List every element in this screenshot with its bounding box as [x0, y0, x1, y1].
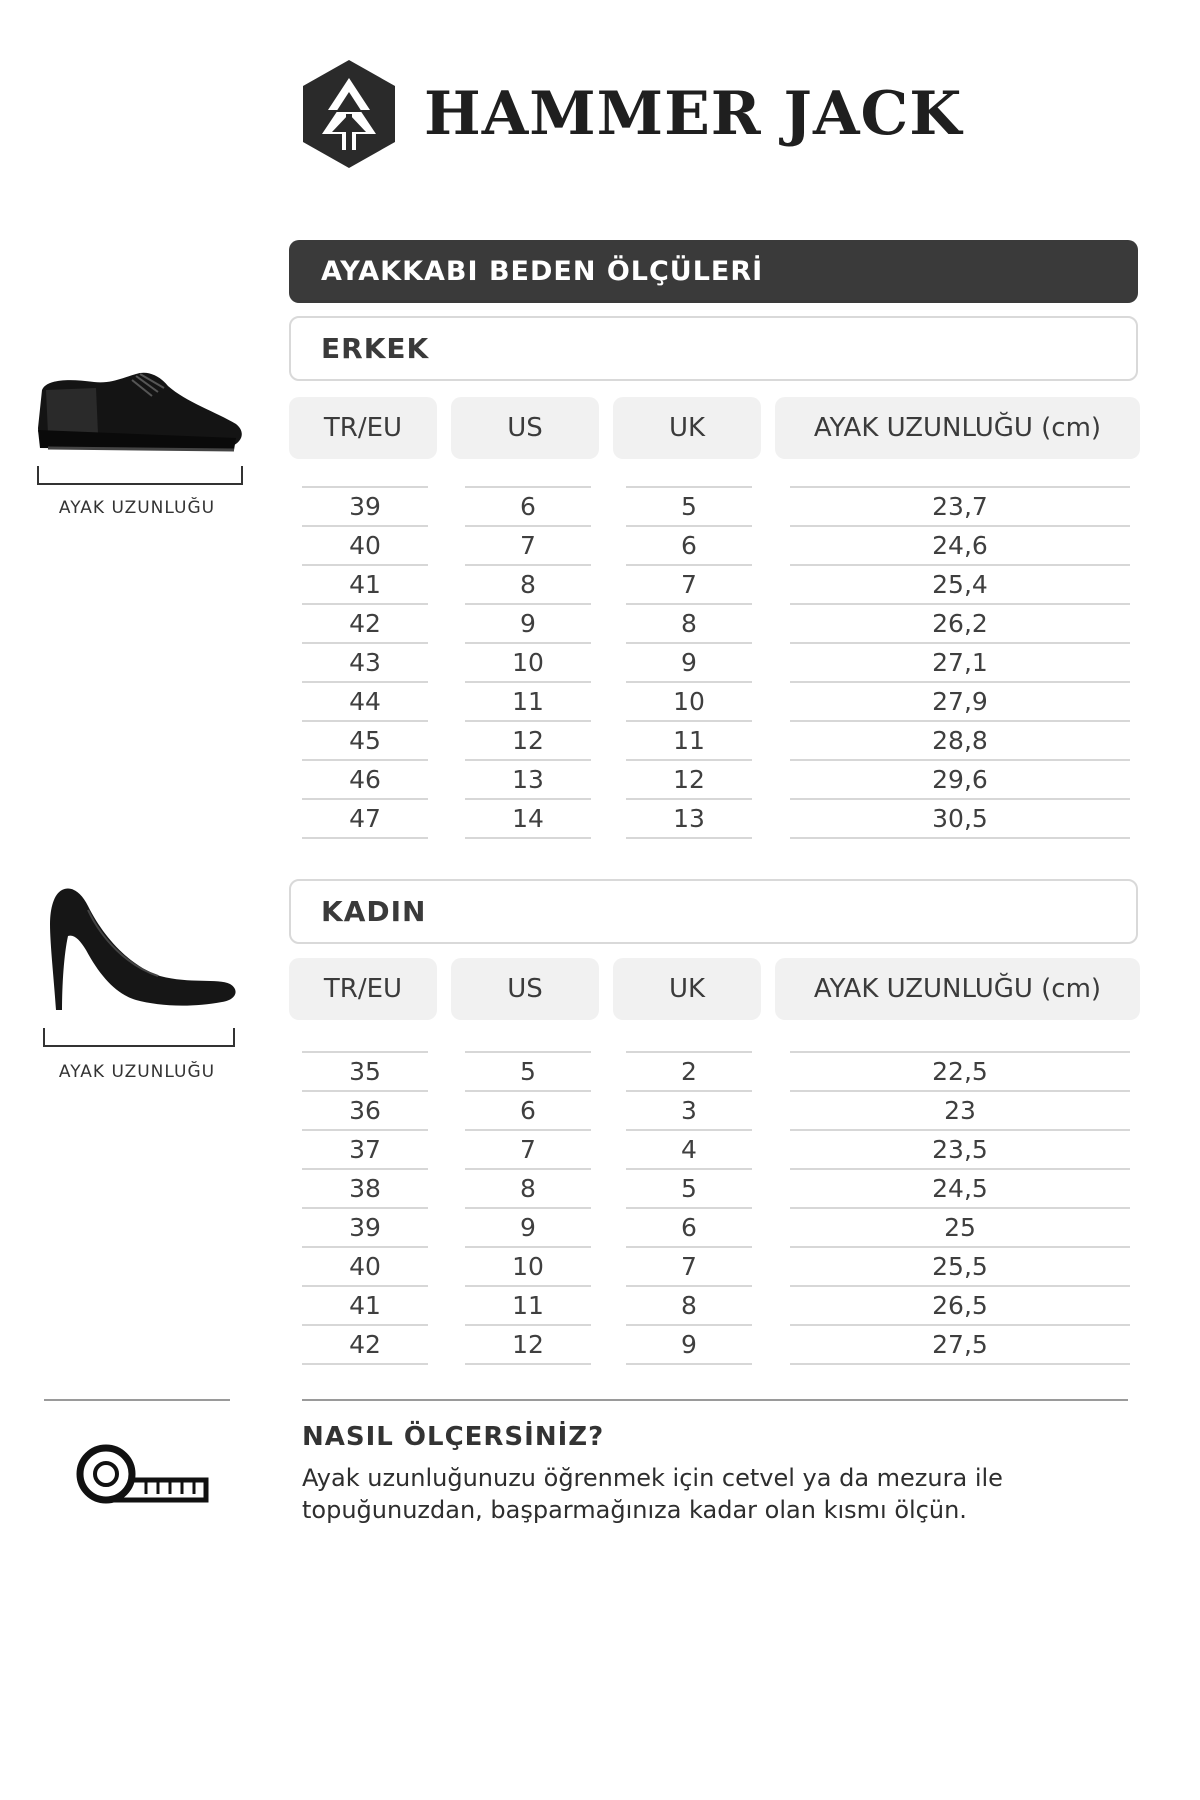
table-cell-length: 27,1: [790, 642, 1130, 680]
table-cell-uk: 13: [626, 798, 752, 836]
tape-measure-icon: [76, 1440, 210, 1508]
table-cell-treu: 39: [302, 486, 428, 524]
table-cell-us: 13: [465, 759, 591, 797]
table-cell-uk: 7: [626, 564, 752, 602]
table-cell-treu: 47: [302, 798, 428, 836]
table-cell-length: 22,5: [790, 1051, 1130, 1089]
table-cell-us: 14: [465, 798, 591, 836]
table-cell-us: 12: [465, 720, 591, 758]
table-bottom-rule: [626, 1363, 752, 1365]
table-cell-length: 26,2: [790, 603, 1130, 641]
women-col-header-us: US: [451, 958, 599, 1020]
left-divider: [44, 1399, 230, 1401]
table-cell-treu: 43: [302, 642, 428, 680]
table-cell-treu: 39: [302, 1207, 428, 1245]
table-cell-treu: 45: [302, 720, 428, 758]
table-cell-treu: 46: [302, 759, 428, 797]
table-cell-uk: 11: [626, 720, 752, 758]
table-bottom-rule: [790, 1363, 1130, 1365]
howto-title: NASIL ÖLÇERSİNİZ?: [302, 1422, 605, 1452]
table-bottom-rule: [465, 837, 591, 839]
table-cell-us: 7: [465, 525, 591, 563]
table-cell-treu: 42: [302, 1324, 428, 1362]
women-section-header: [289, 879, 1138, 944]
table-cell-treu: 36: [302, 1090, 428, 1128]
table-cell-uk: 9: [626, 642, 752, 680]
table-cell-treu: 42: [302, 603, 428, 641]
table-bottom-rule: [790, 837, 1130, 839]
table-cell-length: 25,4: [790, 564, 1130, 602]
table-cell-us: 7: [465, 1129, 591, 1167]
brand-header: [300, 58, 962, 170]
table-cell-uk: 4: [626, 1129, 752, 1167]
table-cell-treu: 41: [302, 564, 428, 602]
table-cell-uk: 10: [626, 681, 752, 719]
table-cell-length: 30,5: [790, 798, 1130, 836]
table-cell-us: 10: [465, 642, 591, 680]
table-bottom-rule: [302, 1363, 428, 1365]
table-cell-length: 27,9: [790, 681, 1130, 719]
table-cell-length: 25: [790, 1207, 1130, 1245]
women-section-label: KADIN: [321, 895, 427, 928]
table-cell-us: 10: [465, 1246, 591, 1284]
table-cell-length: 28,8: [790, 720, 1130, 758]
table-cell-us: 6: [465, 486, 591, 524]
table-bottom-rule: [465, 1363, 591, 1365]
table-cell-treu: 40: [302, 1246, 428, 1284]
table-cell-treu: 44: [302, 681, 428, 719]
table-cell-uk: 8: [626, 1285, 752, 1323]
table-cell-uk: 6: [626, 525, 752, 563]
table-cell-us: 12: [465, 1324, 591, 1362]
table-cell-us: 11: [465, 1285, 591, 1323]
page-title-bar: [289, 240, 1138, 303]
table-bottom-rule: [302, 837, 428, 839]
table-cell-length: 23,5: [790, 1129, 1130, 1167]
table-cell-length: 24,5: [790, 1168, 1130, 1206]
men-col-header-treu: TR/EU: [289, 397, 437, 459]
table-cell-length: 23,7: [790, 486, 1130, 524]
table-cell-length: 25,5: [790, 1246, 1130, 1284]
table-cell-uk: 2: [626, 1051, 752, 1089]
women-col-header-treu: TR/EU: [289, 958, 437, 1020]
table-bottom-rule: [626, 837, 752, 839]
table-cell-uk: 6: [626, 1207, 752, 1245]
table-cell-uk: 5: [626, 1168, 752, 1206]
table-cell-us: 11: [465, 681, 591, 719]
table-cell-us: 9: [465, 1207, 591, 1245]
table-cell-length: 23: [790, 1090, 1130, 1128]
brand-name: HAMMER JACK: [424, 79, 963, 149]
tree-hexagon-logo-icon: [300, 58, 398, 170]
table-cell-us: 9: [465, 603, 591, 641]
table-cell-uk: 5: [626, 486, 752, 524]
table-cell-us: 6: [465, 1090, 591, 1128]
table-cell-us: 8: [465, 1168, 591, 1206]
oxford-shoe-icon: [36, 368, 246, 464]
table-cell-length: 29,6: [790, 759, 1130, 797]
men-section-header: [289, 316, 1138, 381]
men-col-header-us: US: [451, 397, 599, 459]
table-cell-us: 8: [465, 564, 591, 602]
right-divider: [302, 1399, 1128, 1401]
table-cell-length: 26,5: [790, 1285, 1130, 1323]
high-heel-icon: [40, 884, 240, 1020]
men-col-header-uk: UK: [613, 397, 761, 459]
table-cell-treu: 38: [302, 1168, 428, 1206]
men-shoe-caption: AYAK UZUNLUĞU: [58, 498, 216, 518]
page-title: AYAKKABI BEDEN ÖLÇÜLERİ: [321, 256, 764, 287]
table-cell-treu: 37: [302, 1129, 428, 1167]
table-cell-length: 24,6: [790, 525, 1130, 563]
women-col-header-uk: UK: [613, 958, 761, 1020]
foot-length-bracket: [36, 464, 246, 488]
table-cell-length: 27,5: [790, 1324, 1130, 1362]
men-col-header-length: AYAK UZUNLUĞU (cm): [775, 397, 1140, 459]
table-cell-us: 5: [465, 1051, 591, 1089]
howto-text: Ayak uzunluğunuzu öğrenmek için cetvel ya da mezura ile topuğunuzdan, başparmağınıza kadar olan kısmı ölçün.: [302, 1464, 1003, 1524]
table-cell-uk: 7: [626, 1246, 752, 1284]
table-cell-treu: 40: [302, 525, 428, 563]
table-cell-uk: 3: [626, 1090, 752, 1128]
women-col-header-length: AYAK UZUNLUĞU (cm): [775, 958, 1140, 1020]
table-cell-uk: 8: [626, 603, 752, 641]
table-cell-treu: 41: [302, 1285, 428, 1323]
table-cell-uk: 12: [626, 759, 752, 797]
foot-length-bracket: [42, 1026, 238, 1050]
women-shoe-caption: AYAK UZUNLUĞU: [58, 1062, 216, 1082]
table-cell-treu: 35: [302, 1051, 428, 1089]
men-section-label: ERKEK: [321, 332, 430, 365]
table-cell-uk: 9: [626, 1324, 752, 1362]
